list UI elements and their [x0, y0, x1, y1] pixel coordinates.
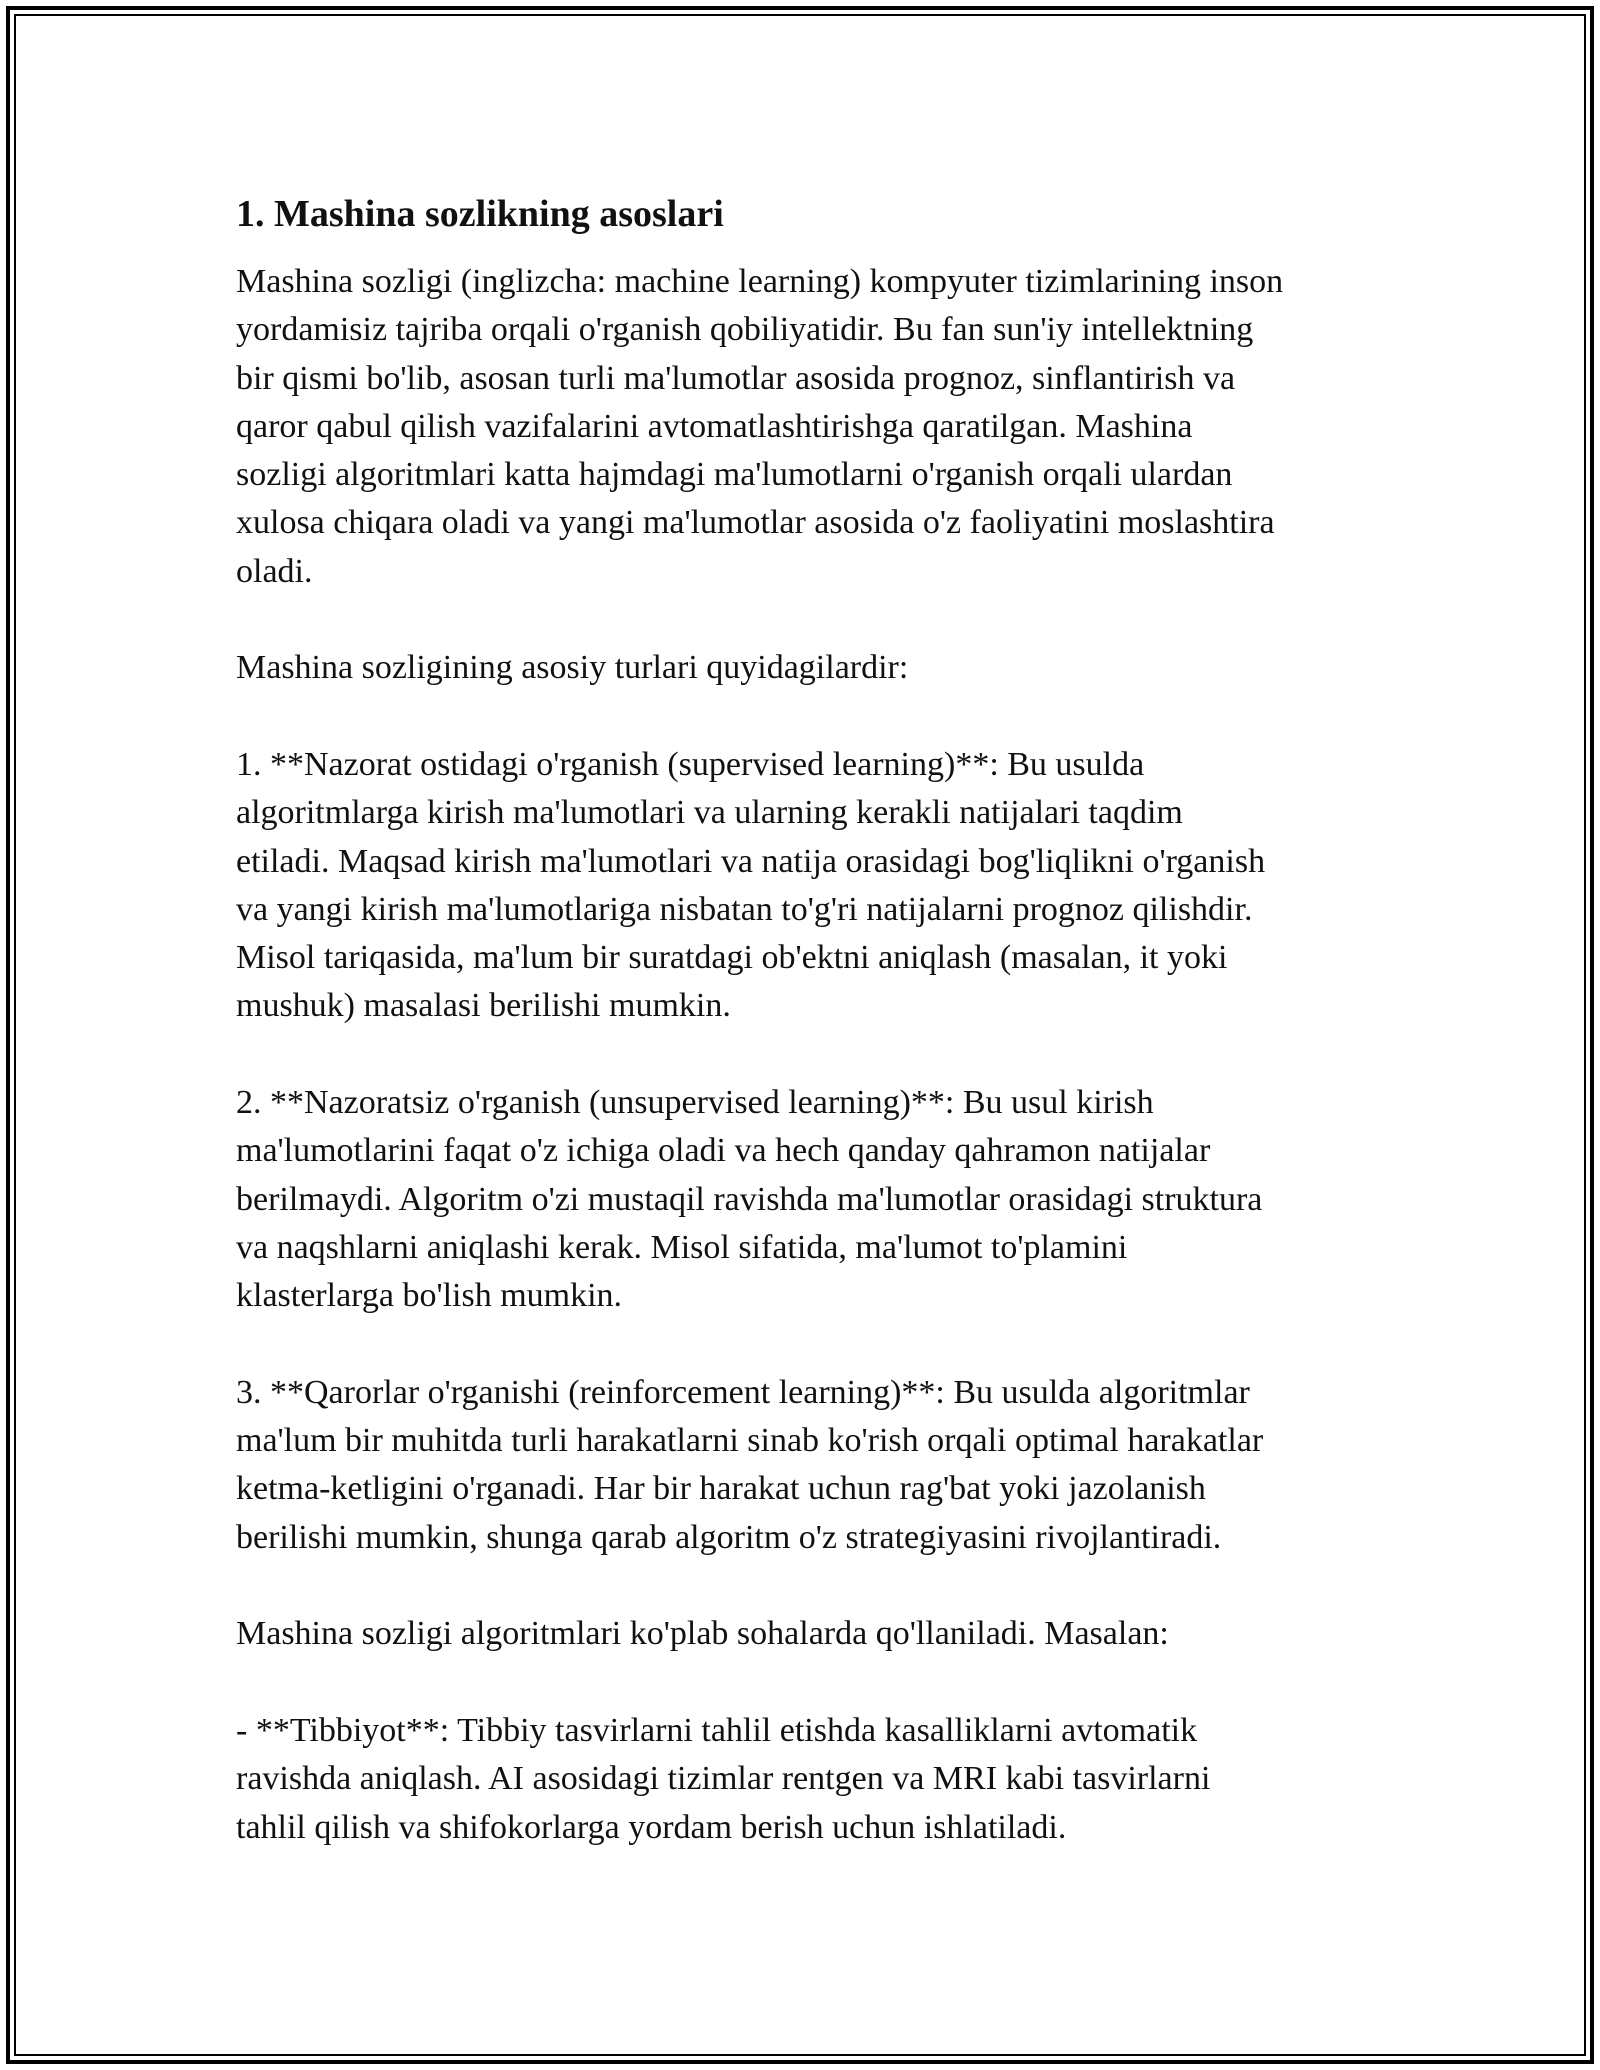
section-heading: 1. Mashina sozlikning asoslari: [236, 193, 724, 235]
supervised-learning-paragraph: 1. **Nazorat ostidagi o'rganish (supervised learning)**: Bu usulda algoritmlarga kirish ma'lumotlari va ularning kerakli natijalari taqdim etiladi. Maqsad kirish ma'lumotlari va natija orasidagi bog'liqlikni o'rganish va yangi kirish ma'lumotlariga nisbatan to'g'ri natijalarni prognoz qilishdir. Misol tariqasida, ma'lum bir suratdagi ob'ektni aniqlash (masalan, it yoki mushuk) masalasi berilishi mumkin.: [236, 745, 1266, 1025]
intro-paragraph: Mashina sozligi (inglizcha: machine learning) kompyuter tizimlarining inson yordamisiz tajriba orqali o'rganish qobiliyatidir. Bu fan sun'iy intellektning bir qismi bo'lib, asosan turli ma'lumotlar asosida prognoz, sinflantirish va qaror qabul qilish vazifalarini avtomatlashtirishga qaratilgan. Mashina sozligi algoritmlari katta hajmdagi ma'lumotlarni o'rganish orqali ulardan xulosa chiqara oladi va yangi ma'lumotlar asosida o'z faoliyatini moslashtira oladi.: [236, 263, 1284, 590]
unsupervised-learning-paragraph: 2. **Nazoratsiz o'rganish (unsupervised learning)**: Bu usul kirish ma'lumotlarini faqat o'z ichiga oladi va hech qanday qahramon natijalar berilmaydi. Algoritm o'zi mustaqil ravishda ma'lumotlar orasidagi struktura va naqshlarni aniqlashi kerak. Misol sifatida, ma'lumot to'plamini klasterlarga bo'lish mumkin.: [236, 1084, 1263, 1315]
medicine-paragraph: - **Tibbiyot**: Tibbiy tasvirlarni tahlil etishda kasalliklarni avtomatik ravishda aniqlash. AI asosidagi tizimlar rentgen va MRI kabi tasvirlarni tahlil qilish va shifokorlarga yordam berish uchun ishlatiladi.: [236, 1711, 1211, 1846]
applications-lead-paragraph: Mashina sozligi algoritmlari ko'plab sohalarda qo'llaniladi. Masalan:: [236, 1615, 1169, 1653]
reinforcement-learning-paragraph: 3. **Qarorlar o'rganishi (reinforcement learning)**: Bu usulda algoritmlar ma'lum bir muhitda turli harakatlarni sinab ko'rish orqali optimal harakatlar ketma-ketligini o'rganadi. Har bir harakat uchun rag'bat yoki jazolanish berilishi mumkin, shunga qarab algoritm o'z strategiyasini rivojlantiradi.: [236, 1373, 1264, 1556]
types-lead-paragraph: Mashina sozligining asosiy turlari quyidagilardir:: [236, 649, 909, 687]
document-body: [236, 186, 1376, 1852]
